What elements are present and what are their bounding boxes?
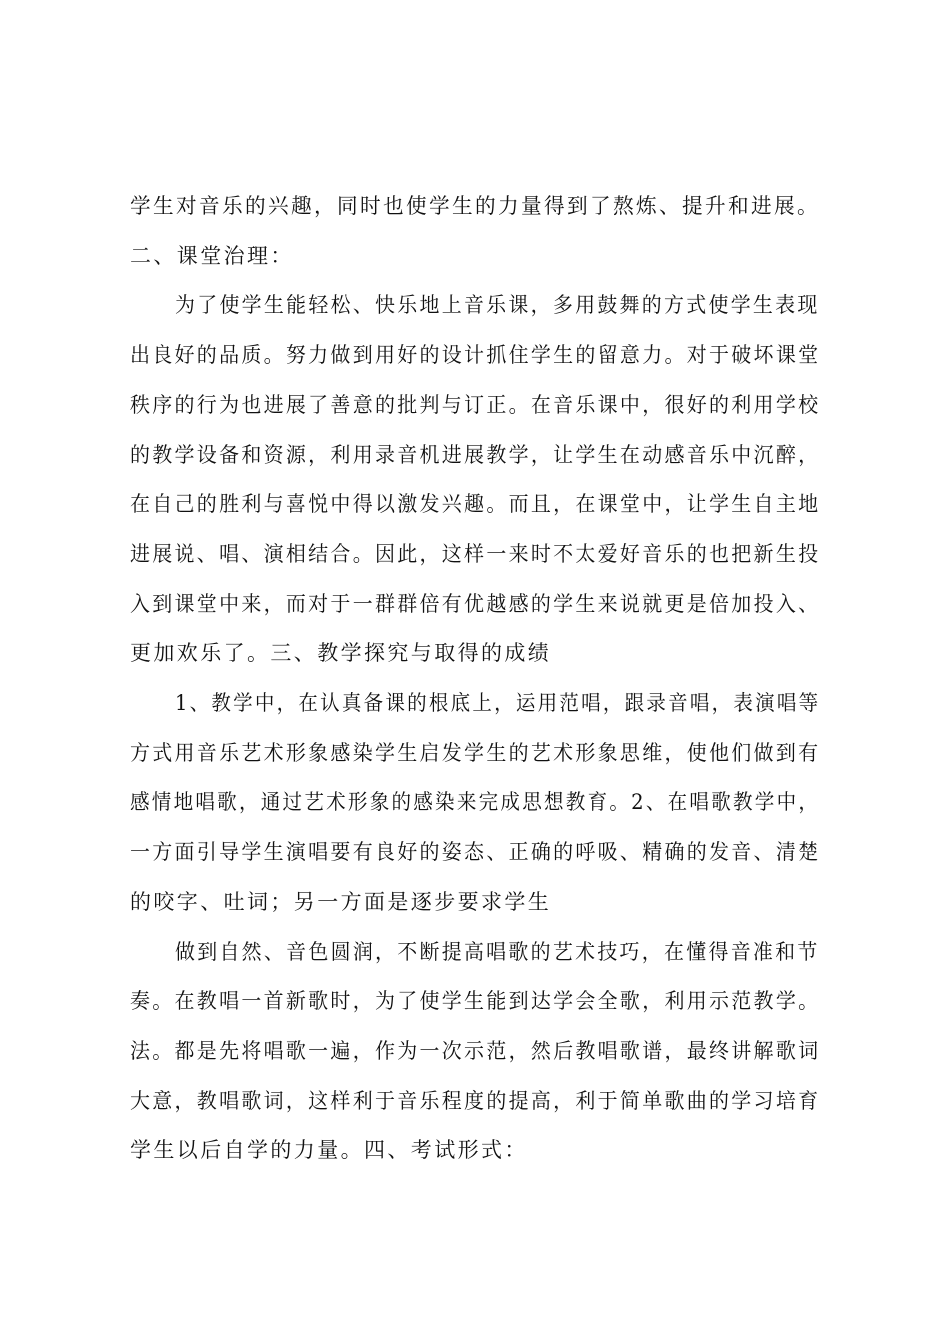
text-line: 出良好的品质。努力做到用好的设计抓住学生的留意力。对于破坏课堂 bbox=[130, 343, 821, 367]
text-line: 的教学设备和资源，利用录音机进展教学，让学生在动感音乐中沉醉， bbox=[130, 443, 821, 467]
text-line: 学生对音乐的兴趣，同时也使学生的力量得到了熬炼、提升和进展。 bbox=[130, 194, 820, 218]
text-line: 一方面引导学生演唱要有良好的姿态、正确的呼吸、精确的发音、清楚 bbox=[130, 840, 821, 864]
text-line: 奏。在教唱一首新歌时，为了使学生能到达学会全歌，利用示范教学。 bbox=[130, 989, 821, 1013]
text-line: 秩序的行为也进展了善意的批判与订正。在音乐课中，很好的利用学校 bbox=[130, 393, 821, 417]
text-line: 感情地唱歌，通过艺术形象的感染来完成思想教育。2、在唱歌教学中， bbox=[130, 790, 821, 814]
text-line: 方式用音乐艺术形象感染学生启发学生的艺术形象思维，使他们做到有 bbox=[130, 741, 821, 765]
text-line: 大意，教唱歌词，这样利于音乐程度的提高，利于简单歌曲的学习培育 bbox=[130, 1089, 821, 1113]
text-line: 1、教学中，在认真备课的根底上，运用范唱，跟录音唱，表演唱等 bbox=[175, 691, 821, 715]
text-line: 学生以后自学的力量。四、考试形式： bbox=[130, 1138, 528, 1162]
text-line: 进展说、唱、演相结合。因此，这样一来时不太爱好音乐的也把新生投 bbox=[130, 542, 821, 566]
text-line: 做到自然、音色圆润，不断提高唱歌的艺术技巧，在懂得音准和节 bbox=[175, 940, 820, 964]
text-line: 为了使学生能轻松、快乐地上音乐课，多用鼓舞的方式使学生表现 bbox=[175, 293, 820, 317]
text-line: 入到课堂中来，而对于一群群倍有优越感的学生来说就更是倍加投入、 bbox=[130, 592, 821, 616]
section-heading: 二、课堂治理： bbox=[130, 244, 294, 268]
text-line: 法。都是先将唱歌一遍，作为一次示范，然后教唱歌谱，最终讲解歌词 bbox=[130, 1039, 821, 1063]
text-line: 在自己的胜利与喜悦中得以激发兴趣。而且，在课堂中，让学生自主地 bbox=[130, 492, 821, 516]
text-line: 的咬字、吐词；另一方面是逐步要求学生 bbox=[130, 890, 552, 914]
text-line: 更加欢乐了。三、教学探究与取得的成绩 bbox=[130, 641, 552, 665]
